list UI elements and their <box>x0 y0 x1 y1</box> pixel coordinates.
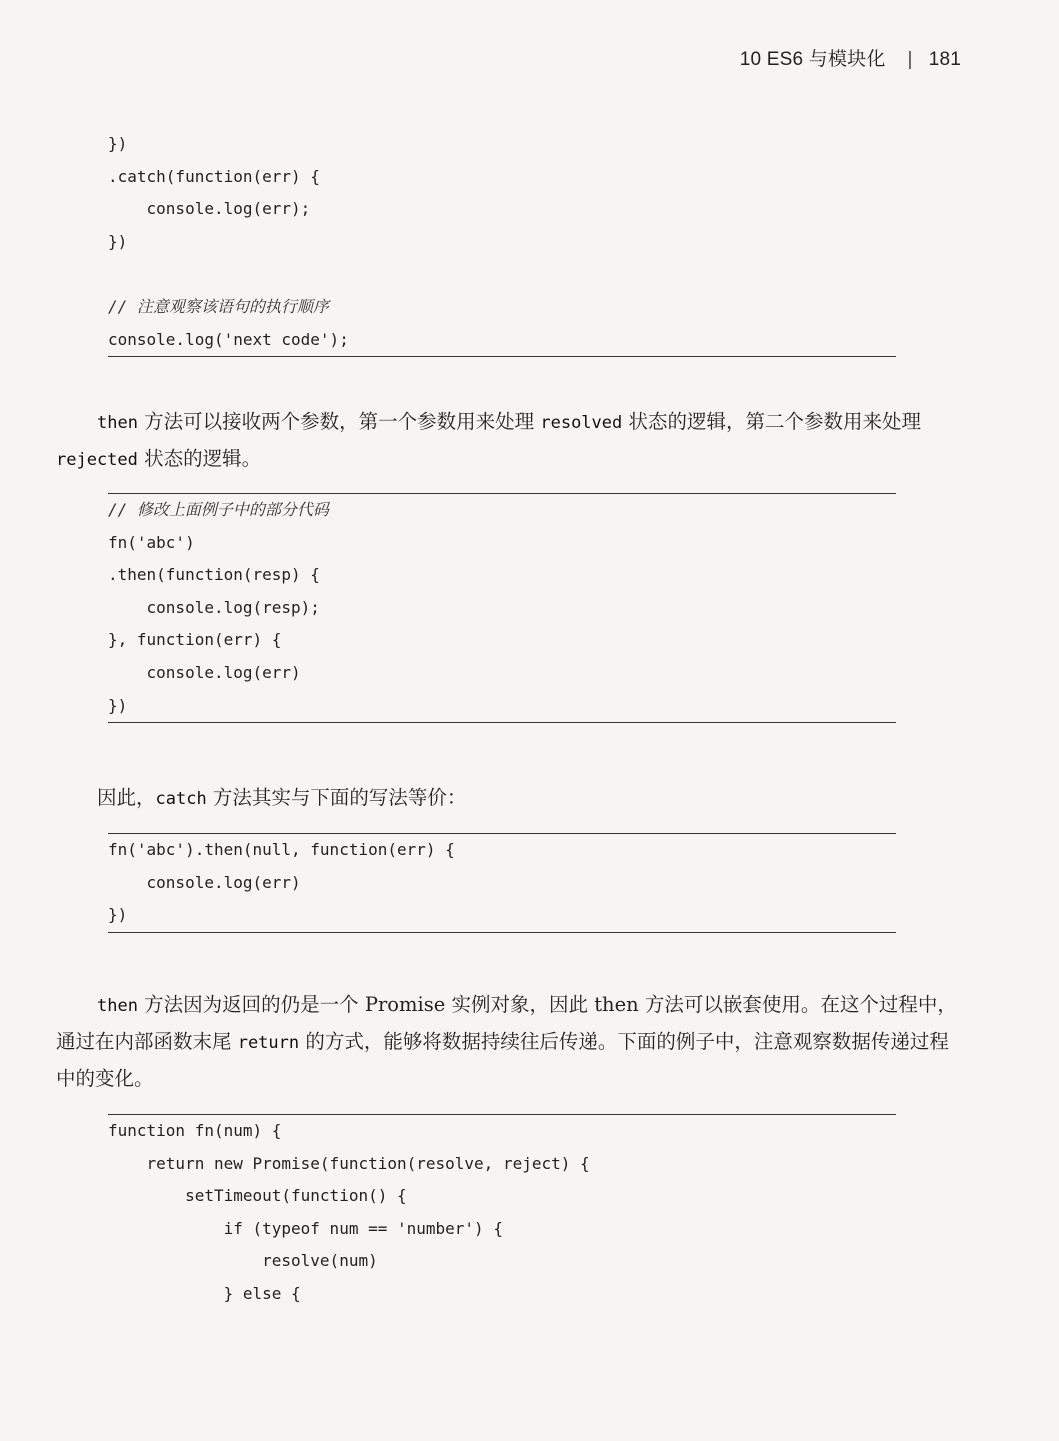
code-block-then-two-args <box>108 493 896 723</box>
code-line: }) <box>108 231 128 251</box>
code-line: console.log(err) <box>108 662 301 682</box>
inline-code: then <box>97 413 138 433</box>
code-comment: // 修改上面例子中的部分代码 <box>108 500 329 519</box>
code-block-then-null <box>108 833 896 933</box>
code-line: console.log(err) <box>108 872 301 892</box>
code-line: function fn(num) { <box>108 1121 282 1140</box>
code-line: fn('abc').then(null, function(err) { <box>108 840 455 859</box>
inline-code: rejected <box>56 450 138 470</box>
paragraph-catch-equivalent: 因此，catch 方法其实与下面的写法等价： <box>97 786 467 809</box>
code-line: resolve(num) <box>108 1251 378 1271</box>
code-line: }, function(err) { <box>108 630 282 650</box>
inline-code: catch <box>155 789 207 809</box>
header-separator: | <box>907 49 913 70</box>
code-line: console.log(resp); <box>108 597 320 617</box>
chapter-title: 10 ES6 与模块化 <box>739 49 886 70</box>
code-line: console.log(err); <box>108 199 311 219</box>
inline-code: resolved <box>540 413 623 433</box>
code-line <box>108 258 896 291</box>
paragraph-then-params: then 方法可以接收两个参数，第一个参数用来处理 resolved 状态的逻辑，第二个参数用来处理 rejected 状态的逻辑。 <box>56 410 921 470</box>
paragraph-then-chaining: then 方法因为返回的仍是一个 Promise 实例对象，因此 then 方法可以嵌套使用。在这个过程中，通过在内部函数末尾 return 的方式，能够将数据持续往后传递。下面的例子中，注意观察数据传递过程中的变化。 <box>56 993 957 1090</box>
code-line: .catch(function(err) { <box>108 166 320 186</box>
code-block-promise-fn <box>108 1114 896 1311</box>
code-comment: // 注意观察该语句的执行顺序 <box>108 296 329 316</box>
code-line: console.log('next code'); <box>108 329 349 349</box>
inline-code: then <box>97 996 138 1016</box>
code-line: fn('abc') <box>108 532 195 552</box>
inline-code: return <box>237 1033 300 1053</box>
code-line: .then(function(resp) { <box>108 565 320 585</box>
code-block-catch <box>108 128 896 357</box>
code-line: setTimeout(function() { <box>108 1186 407 1206</box>
code-line: }) <box>108 905 128 925</box>
code-line: } else { <box>108 1283 301 1303</box>
page-number: 181 <box>928 49 961 70</box>
code-line: }) <box>108 134 128 153</box>
code-line: return new Promise(function(resolve, reject) { <box>108 1153 590 1173</box>
code-line: }) <box>108 695 128 715</box>
page-header <box>740 44 961 71</box>
code-line: if (typeof num == 'number') { <box>108 1218 503 1238</box>
